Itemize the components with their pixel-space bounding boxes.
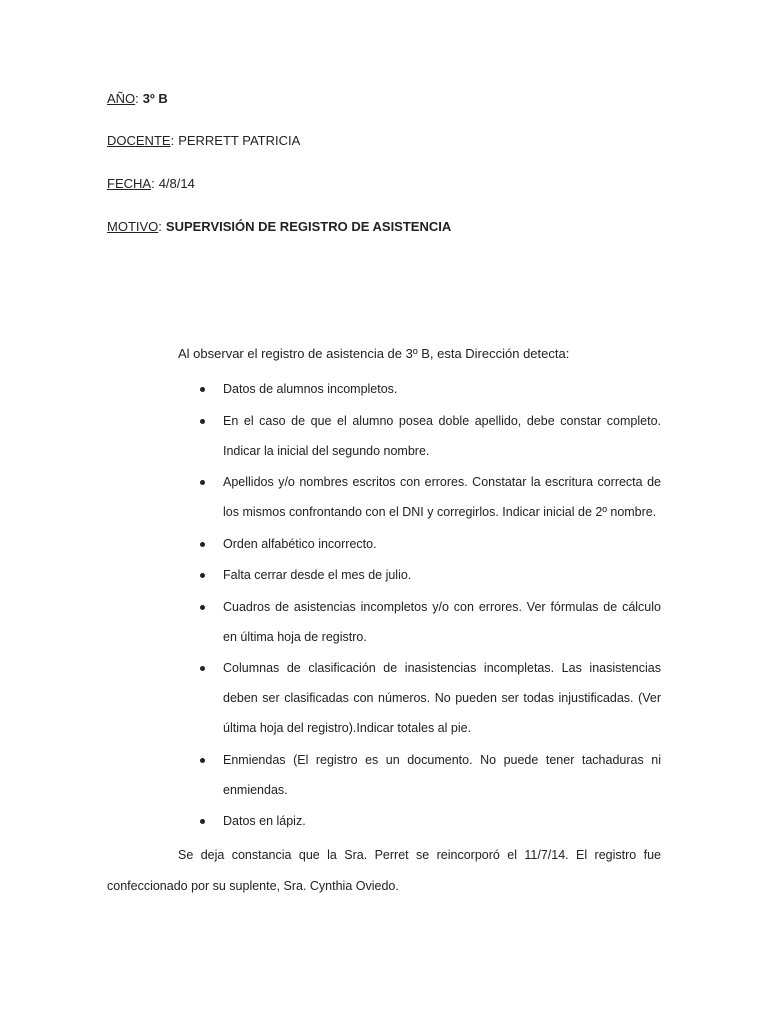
list-item — [196, 653, 661, 743]
field-motivo-colon: : — [158, 219, 162, 234]
field-motivo-label: MOTIVO — [107, 219, 159, 234]
findings-list — [196, 374, 661, 838]
field-anio-value: 3º B — [142, 91, 168, 106]
list-item — [196, 467, 661, 527]
bullet-icon — [200, 758, 205, 763]
list-item-text: Columnas de clasificación de inasistencias incompletas. Las inasistencias deben ser clasificadas con números. No pueden ser todas injustificadas. (Ver última hoja del registro).Indicar totales al pie. — [223, 661, 661, 735]
bullet-icon — [200, 605, 205, 610]
field-anio-colon: : — [135, 91, 139, 106]
field-docente-colon: : — [170, 133, 175, 148]
list-item-text: Enmiendas (El registro es un documento. No puede tener tachaduras ni enmiendas. — [223, 752, 661, 797]
field-motivo — [107, 219, 451, 235]
list-item-text: Orden alfabético incorrecto. — [223, 536, 377, 551]
field-fecha-label: FECHA — [107, 176, 152, 191]
bullet-icon — [200, 542, 205, 547]
bullet-icon — [200, 666, 205, 671]
intro-paragraph: Al observar el registro de asistencia de 3º B, esta Dirección detecta: — [178, 346, 570, 361]
list-item-text: Datos en lápiz. — [223, 814, 306, 828]
field-motivo-value: SUPERVISIÓN DE REGISTRO DE ASISTENCIA — [165, 219, 452, 234]
bullet-icon — [200, 819, 205, 824]
list-item — [196, 806, 661, 836]
field-docente-label: DOCENTE — [107, 133, 171, 148]
bullet-icon — [200, 419, 205, 424]
list-item-text: Apellidos y/o nombres escritos con errores. Constatar la escritura correcta de los mismos confrontando con el DNI y corregirlos. Indicar inicial de 2º nombre. — [223, 475, 661, 519]
field-fecha-colon: : — [151, 176, 155, 191]
field-anio-label: AÑO — [107, 91, 136, 106]
list-item — [196, 374, 661, 404]
bullet-icon — [200, 387, 205, 392]
field-fecha — [107, 176, 195, 192]
list-item — [196, 529, 661, 559]
list-item — [196, 745, 661, 805]
list-item-text: Falta cerrar desde el mes de julio. — [223, 568, 412, 582]
field-docente-value: PERRETT PATRICIA — [178, 133, 301, 148]
field-fecha-value: 4/8/14 — [158, 176, 195, 191]
field-anio — [107, 91, 168, 107]
list-item-text: En el caso de que el alumno posea doble apellido, debe constar completo. Indicar la inicial del segundo nombre. — [223, 413, 661, 458]
list-item-text: Cuadros de asistencias incompletos y/o con errores. Ver fórmulas de cálculo en última hoja de registro. — [223, 599, 661, 644]
list-item-text: Datos de alumnos incompletos. — [223, 382, 398, 396]
closing-paragraph: Se deja constancia que la Sra. Perret se reincorporó el 11/7/14. El registro fue confeccionado por su suplente, Sra. Cynthia Oviedo. — [107, 848, 661, 893]
bullet-icon — [200, 480, 205, 485]
field-docente — [107, 133, 300, 149]
list-item — [196, 592, 661, 652]
list-item — [196, 406, 661, 466]
bullet-icon — [200, 573, 205, 578]
list-item — [196, 560, 661, 590]
